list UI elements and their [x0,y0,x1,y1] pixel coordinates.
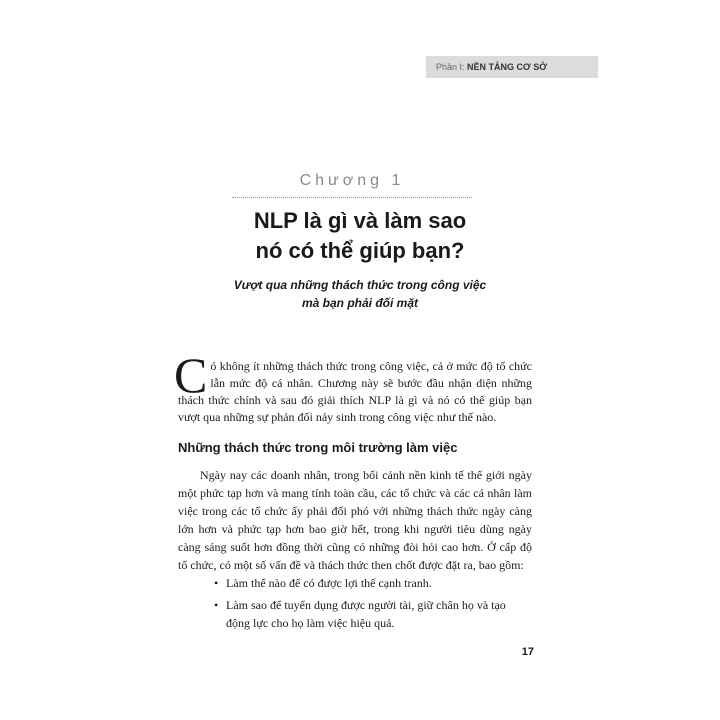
chapter-subtitle-line-2: mà bạn phải đối mặt [301,296,418,310]
page-number: 17 [521,646,534,658]
running-header [426,56,598,78]
list-item: • Làm sao để tuyển dụng được người tài, giữ chân họ và tạo động lực cho họ làm việc hiệu quả. [214,596,532,632]
chapter-subtitle-line-1: Vượt qua những thách thức trong công việc [233,278,487,292]
intro-paragraph [174,347,532,426]
header-section-label: NỀN TẢNG CƠ SỞ [467,62,547,72]
list-item: • Làm thế nào để có được lợi thế cạnh tranh. [214,574,532,592]
drop-cap: C [174,347,208,403]
intro-text: ó không ít những thách thức trong công việc, cả ở mức độ tổ chức lẫn mức độ cá nhân. Chương này sẽ bước đầu nhận diện những thách thức chính và sau đó giải thích NLP là gì và nó có thể giúp bạn vượt qua những sự phản đối nảy sinh trong công việc như thế nào. [178,359,532,424]
chapter-title-line-2: nó có thể giúp bạn? [255,238,465,263]
body-paragraph: Ngày nay các doanh nhân, trong bối cảnh nền kinh tế thế giới ngày một phức tạp hơn và mang tính toàn cầu, các tổ chức và các cá nhân làm việc trong các tổ chức ấy phải đối phó với những thách thức ngày càng lớn hơn và phức tạp hơn bao giờ hết, trong khi người tiêu dùng ngày càng sáng suốt hơn đồng thời cũng có những đòi hỏi cao hơn. Ở cấp độ tổ chức, có một số vấn đề và thách thức then chốt được đặt ra, bao gồm: [178,468,532,572]
section-heading: Những thách thức trong môi trường làm việc [178,440,458,455]
chapter-subtitle [150,276,570,312]
bullet-list [214,574,532,636]
chapter-divider [232,197,472,198]
chapter-title-line-1: NLP là gì và làm sao [253,208,467,233]
chapter-label: Chương 1 [299,172,405,189]
header-part-label: Phần I: [436,62,465,72]
chapter-title [150,206,570,266]
